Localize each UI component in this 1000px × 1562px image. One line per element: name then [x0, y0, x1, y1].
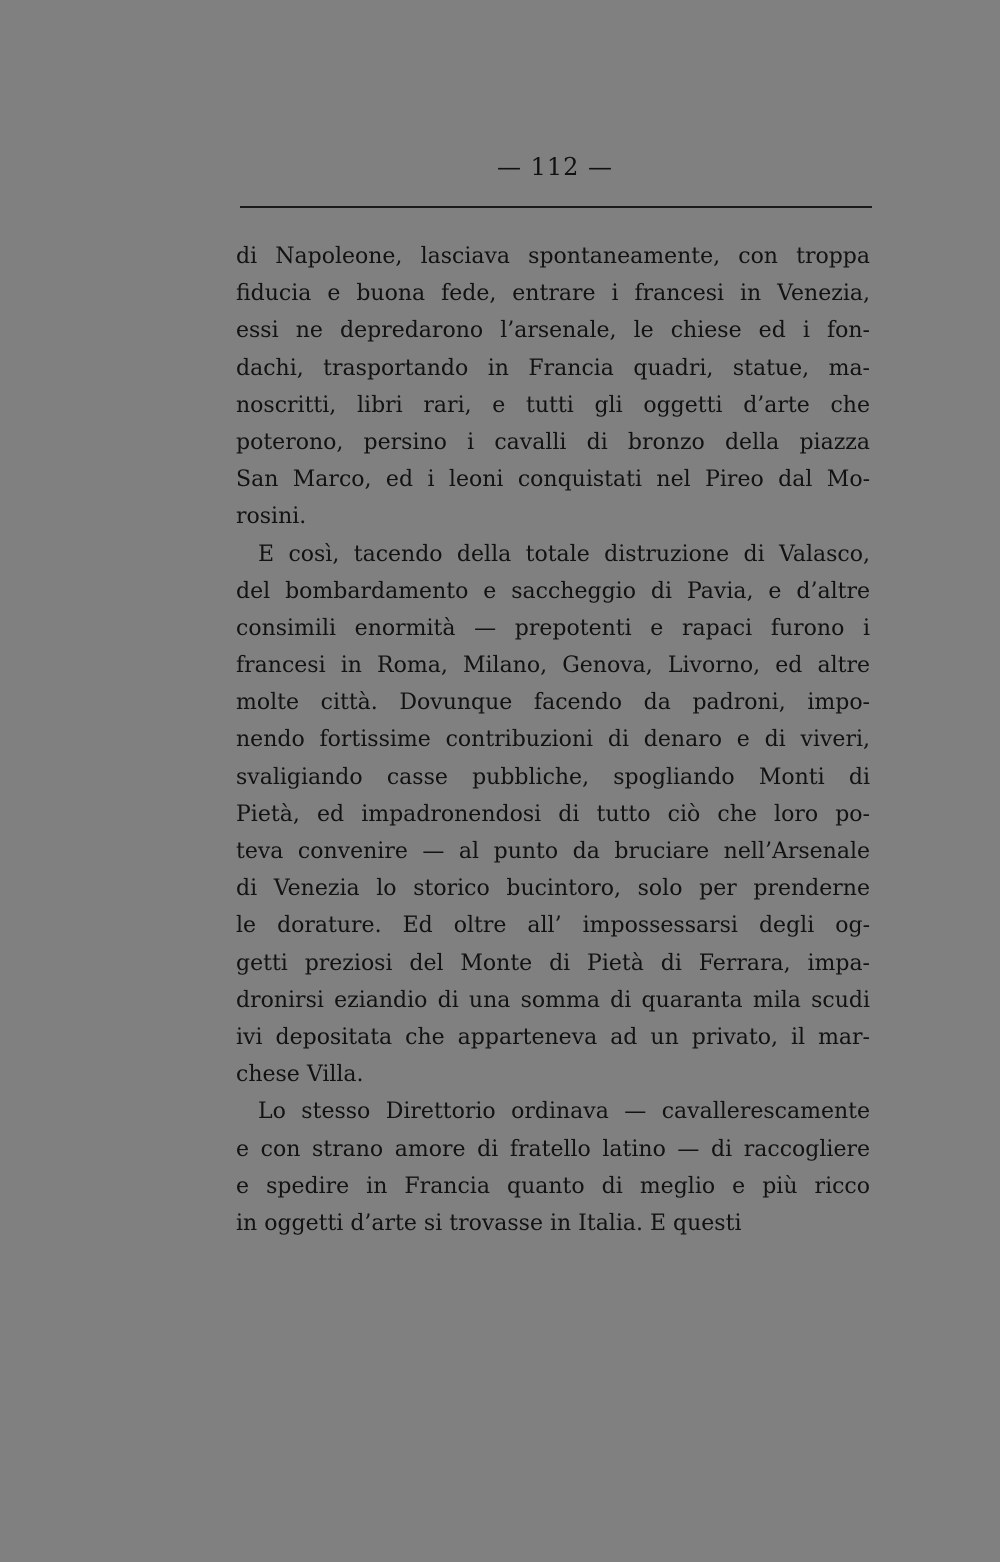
text-line: teva convenire — al punto da bruciare nell’Arsenale: [236, 839, 870, 864]
text-line: E così, tacendo della totale distruzione di Valasco,: [258, 541, 870, 567]
header-rule: [240, 206, 872, 208]
text-line: molte città. Dovunque facendo da padroni, impo-: [236, 690, 870, 716]
paragraph: [236, 536, 870, 1094]
text-line: chese Villa.: [236, 1062, 364, 1088]
body-text: [236, 238, 870, 1242]
text-line: e spedire in Francia quanto di meglio e più ricco: [236, 1173, 870, 1199]
text-line: San Marco, ed i leoni conquistati nel Pireo dal Mo-: [236, 467, 870, 493]
text-line: ivi depositata che apparteneva ad un privato, il mar-: [236, 1024, 870, 1050]
text-line: francesi in Roma, Milano, Genova, Livorno, ed altre: [236, 653, 870, 679]
text-line: consimili enormità — prepotenti e rapaci furono i: [236, 615, 870, 641]
text-line: di Napoleone, lasciava spontaneamente, con troppa: [236, 244, 870, 269]
text-line: dronirsi eziandio di una somma di quaranta mila scudi: [236, 987, 870, 1013]
text-line: svaligiando casse pubbliche, spogliando Monti di: [236, 764, 870, 790]
text-line: noscritti, libri rari, e tutti gli oggetti d’arte che: [236, 392, 870, 418]
text-line: rosini.: [236, 504, 307, 530]
text-line: dachi, trasportando in Francia quadri, statue, ma-: [236, 355, 870, 381]
text-line: essi ne depredarono l’arsenale, le chiese ed i fon-: [236, 318, 870, 344]
text-line: e con strano amore di fratello latino — di raccogliere: [236, 1136, 870, 1162]
text-line: Lo stesso Direttorio ordinava — cavallerescamente: [258, 1099, 870, 1125]
text-line: poterono, persino i cavalli di bronzo della piazza: [236, 429, 870, 455]
text-line: nendo fortissime contribuzioni di denaro e di viveri,: [236, 727, 870, 753]
text-line: di Venezia lo storico bucintoro, solo per prenderne: [236, 876, 870, 902]
text-line: del bombardamento e saccheggio di Pavia, e d’altre: [236, 578, 870, 604]
paragraph: [236, 238, 870, 536]
paragraph: [236, 1093, 870, 1242]
text-line: fiducia e buona fede, entrare i francesi in Venezia,: [236, 281, 870, 307]
page-number: — 112 —: [496, 153, 614, 181]
text-line: in oggetti d’arte si trovasse in Italia. E questi: [236, 1210, 742, 1236]
text-line: le dorature. Ed oltre all’ impossessarsi degli og-: [236, 913, 870, 939]
text-line: Pietà, ed impadronendosi di tutto ciò che loro po-: [236, 801, 870, 827]
text-line: getti preziosi del Monte di Pietà di Ferrara, impa-: [236, 950, 870, 976]
